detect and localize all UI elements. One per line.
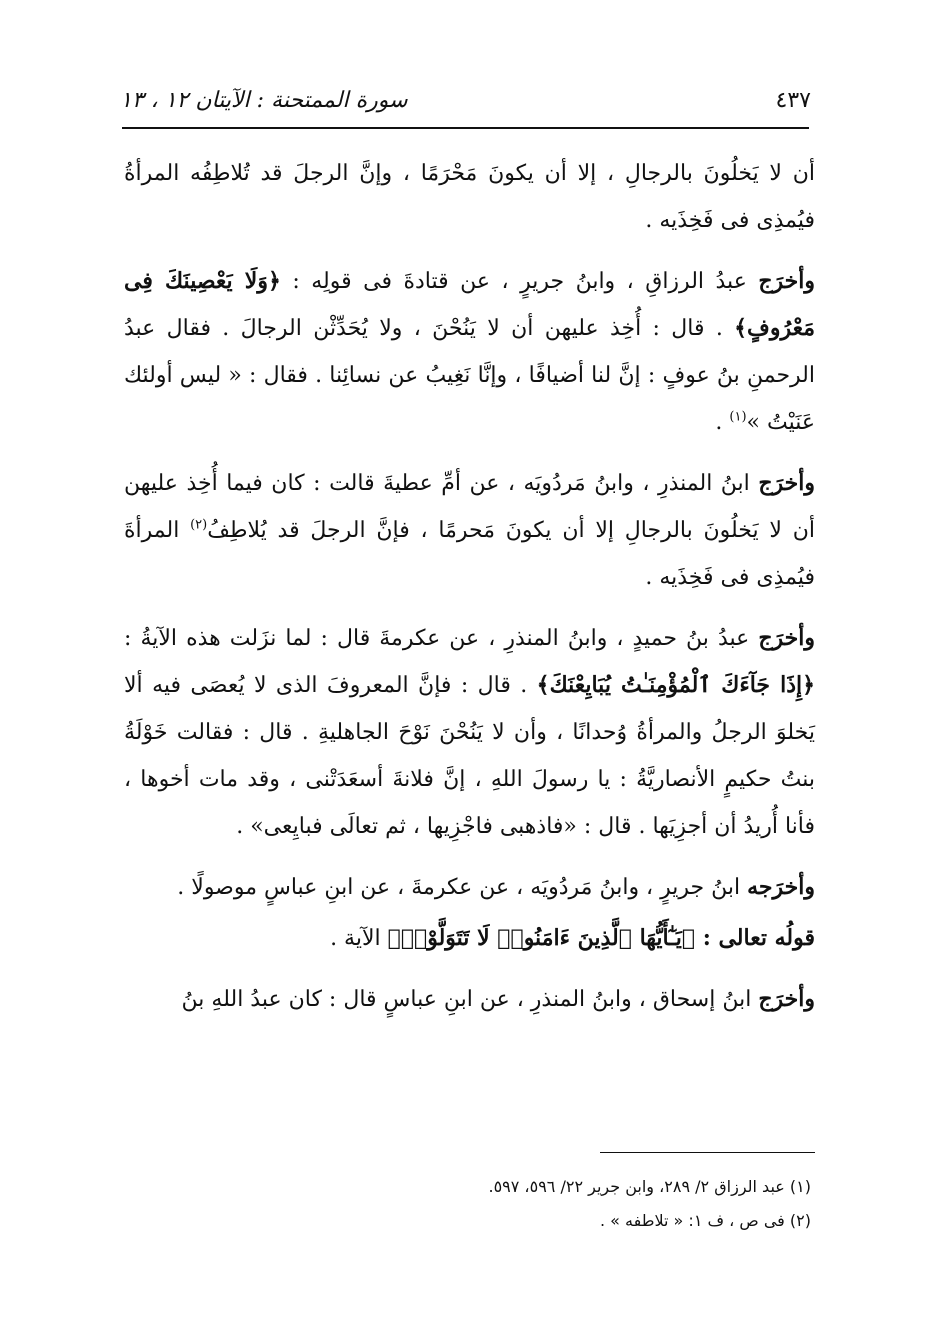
- paragraph-2: [124, 258, 815, 446]
- quran-quote: ﴿إِذَا جَآءَكَ ٱلْمُؤْمِنَـٰتُ يُبَايِعْنَكَ﴾: [536, 672, 816, 698]
- paragraph-7: [124, 976, 815, 1023]
- footnotes: [124, 1170, 811, 1238]
- footnote-2: (٢) فى ص ، ف ١: « تلاطفه » .: [600, 1211, 811, 1230]
- footnote-rule: [600, 1152, 815, 1153]
- paragraph-text: . قال : فإنَّ المعروفَ الذى لا يُعصَى فيه ألا يَخلوَ الرجلُ والمرأةُ وُحدانًا ، وأن لا يَنُحْنَ نَوْحَ الجاهليةِ . قال : فقالت خَوْلَةُ بنتُ حكيمٍ الأنصاريَّةُ : يا رسولَ اللهِ ، إنَّ فلانةَ أسعَدَتْنى ، وقد مات أخوها ، فأنا أُريدُ أن أجزِيَها . قال : «فاذهبى فاجْزِيها ، ثم تعالَى فبايِعى» .: [124, 673, 815, 839]
- paragraph-text: . قال : أُخِذ عليهن أن لا يَنُحْنَ ، ولا يُحَدِّثْن الرجالَ . فقال عبدُ الرحمنِ بنُ عوفٍ : إنَّ لنا أضيافًا ، وإنَّا نَغِيبُ عن نسائِنا . فقال : « ليس أولئك عَنَيْتُ »: [124, 316, 815, 435]
- paragraph-tail: .: [715, 410, 730, 435]
- paragraph-text: عبدُ بنُ حميدٍ ، وابنُ المنذرِ ، عن عكرمةَ قال : لما نزَلت هذه الآيةُ :: [124, 626, 759, 651]
- paragraph-lead: وأخرَج: [758, 625, 815, 651]
- quran-quote: ﴿وَلَا يَعْصِينَكَ فِى مَعْرُوفٍ﴾: [124, 268, 815, 341]
- paragraph-text: المرأةَ فيُمذِى فى فَخِذَيه .: [124, 518, 815, 590]
- paragraph-lead: وأخرَجه: [747, 874, 815, 900]
- paragraph-3: [124, 460, 815, 601]
- paragraph-text: ابنُ جريرٍ ، وابنُ مَردُويَه ، عن عكرمةَ ، عن ابنِ عباسٍ موصولًا .: [177, 875, 748, 900]
- page-body: [124, 150, 815, 1037]
- paragraph-lead: وأخرَج: [758, 470, 815, 496]
- paragraph-1: [124, 150, 815, 244]
- paragraph-4: [124, 615, 815, 850]
- section-heading: [124, 915, 815, 962]
- paragraph-text: أن لا يَخلُونَ بالرجالِ ، إلا أن يكونَ مَحْرَمًا ، وإنَّ الرجلَ قد تُلاطِفُه المرأةُ فيُمذِى فى فَخِذَيه .: [124, 161, 815, 233]
- footnote-1: (١) عبد الرزاق ٢/ ٢٨٩، وابن جرير ٢٢/ ٥٩٦، ٥٩٧.: [488, 1177, 811, 1196]
- heading-text: الآية .: [330, 926, 388, 951]
- paragraph-text: ابنُ المنذرِ ، وابنُ مَردُويَه ، عن أمِّ عطيةَ قالت : كان فيما أُخِذ عليهن أن لا يَخلُونَ بالرجالِ إلا أن يكونَ مَحرمًا ، فإنَّ الرجلَ قد يُلاطِفُ: [124, 471, 815, 543]
- page-number: ٤٣٧: [775, 87, 811, 113]
- quran-quote: ﴿يَـٰٓأَيُّهَا ٱلَّذِينَ ءَامَنُوا۟ لَا تَتَوَلَّوْا۟﴾: [387, 925, 703, 951]
- paragraph-lead: وأخرَج: [758, 268, 815, 294]
- running-title: سورة الممتحنة : الآيتان ١٢ ، ١٣: [120, 87, 408, 113]
- page-header: [120, 80, 811, 120]
- header-rule: [122, 127, 809, 129]
- footnote-ref-1[interactable]: (١): [729, 409, 747, 425]
- heading-lead: قولُه تعالى :: [702, 925, 815, 951]
- paragraph-lead: وأخرَج: [758, 986, 815, 1012]
- paragraph-5: [124, 864, 815, 911]
- footnote-ref-2[interactable]: (٢): [190, 517, 208, 533]
- paragraph-text: ابنُ إسحاق ، وابنُ المنذرِ ، عن ابنِ عباسٍ قال : كان عبدُ اللهِ بنُ: [181, 987, 759, 1012]
- paragraph-text: عبدُ الرزاقِ ، وابنُ جريرٍ ، عن قتادةَ فى قولِه :: [280, 269, 759, 294]
